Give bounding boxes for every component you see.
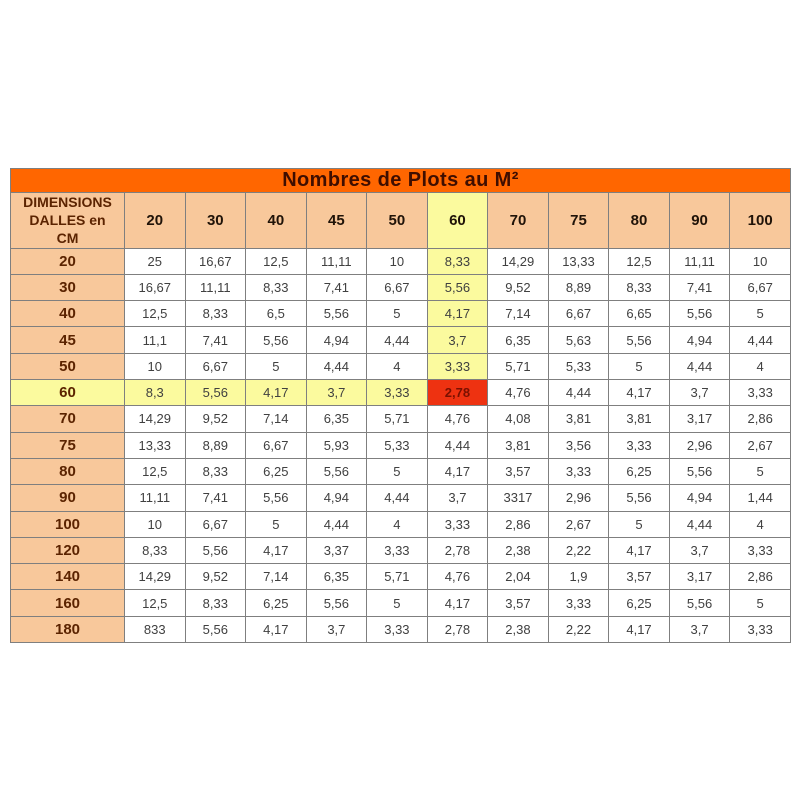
table-cell: 4,44	[548, 380, 609, 406]
table-cell: 4,08	[488, 406, 549, 432]
table-cell: 4,44	[669, 511, 730, 537]
row-label-100: 100	[11, 511, 125, 537]
table-cell: 4,44	[367, 485, 428, 511]
table-cell: 5,63	[548, 327, 609, 353]
table-cell: 3,33	[548, 590, 609, 616]
table-cell: 7,14	[488, 301, 549, 327]
table-cell: 4,44	[427, 432, 488, 458]
table-cell: 5	[246, 353, 307, 379]
table-cell: 4,44	[306, 353, 367, 379]
table-row-75	[11, 432, 791, 458]
table-cell: 3,33	[730, 616, 791, 642]
table-cell: 4	[367, 353, 428, 379]
table-row-160	[11, 590, 791, 616]
row-label-80: 80	[11, 458, 125, 484]
table-row-120	[11, 537, 791, 563]
table-cell: 6,67	[185, 511, 246, 537]
table-cell: 4,44	[306, 511, 367, 537]
table-cell: 5,56	[427, 274, 488, 300]
table-cell: 4,17	[609, 380, 670, 406]
table-cell: 8,3	[125, 380, 186, 406]
table-cell: 3,57	[609, 564, 670, 590]
table-row-90	[11, 485, 791, 511]
table-cell: 4,17	[427, 590, 488, 616]
table-cell: 6,67	[730, 274, 791, 300]
table-cell: 10	[730, 248, 791, 274]
table-cell: 4,76	[427, 564, 488, 590]
table-cell: 12,5	[246, 248, 307, 274]
table-cell: 6,35	[488, 327, 549, 353]
row-label-90: 90	[11, 485, 125, 511]
table-row-45	[11, 327, 791, 353]
table-row-30	[11, 274, 791, 300]
table-cell: 5	[730, 590, 791, 616]
table-cell: 5,56	[609, 485, 670, 511]
table-title: Nombres de Plots au M²	[11, 169, 791, 193]
column-header-75: 75	[548, 193, 609, 249]
table-cell: 14,29	[125, 406, 186, 432]
table-cell: 7,14	[246, 564, 307, 590]
table-cell: 14,29	[488, 248, 549, 274]
table-cell: 833	[125, 616, 186, 642]
table-cell: 6,25	[609, 458, 670, 484]
table-cell: 3317	[488, 485, 549, 511]
table-cell: 3,7	[306, 616, 367, 642]
table-cell: 8,33	[609, 274, 670, 300]
row-label-75: 75	[11, 432, 125, 458]
table-cell: 5	[609, 353, 670, 379]
table-cell: 3,57	[488, 590, 549, 616]
table-cell: 4	[730, 353, 791, 379]
table-cell: 4,76	[427, 406, 488, 432]
table-cell: 8,33	[125, 537, 186, 563]
table-cell: 1,9	[548, 564, 609, 590]
column-header-50: 50	[367, 193, 428, 249]
table-cell: 3,17	[669, 564, 730, 590]
table-cell: 2,86	[730, 406, 791, 432]
table-cell: 2,96	[669, 432, 730, 458]
table-cell: 2,96	[548, 485, 609, 511]
table-row-100	[11, 511, 791, 537]
table-cell: 3,33	[427, 353, 488, 379]
row-label-120: 120	[11, 537, 125, 563]
table-cell: 3,33	[609, 432, 670, 458]
table-row-40	[11, 301, 791, 327]
table-cell: 7,41	[306, 274, 367, 300]
table-cell: 5,56	[669, 301, 730, 327]
table-cell: 4	[730, 511, 791, 537]
table-cell: 2,22	[548, 616, 609, 642]
table-cell: 4,94	[669, 485, 730, 511]
corner-header: DIMENSIONS DALLES en CM	[11, 193, 125, 249]
table-cell: 8,89	[548, 274, 609, 300]
table-cell: 4,44	[669, 353, 730, 379]
table-cell: 7,41	[185, 485, 246, 511]
row-label-60: 60	[11, 380, 125, 406]
table-cell: 4,17	[246, 616, 307, 642]
table-cell: 3,17	[669, 406, 730, 432]
table-cell: 5	[730, 458, 791, 484]
table-cell: 14,29	[125, 564, 186, 590]
table-cell: 3,7	[427, 327, 488, 353]
table-cell: 12,5	[125, 458, 186, 484]
table-cell: 7,14	[246, 406, 307, 432]
table-cell: 6,35	[306, 564, 367, 590]
table-cell: 9,52	[185, 406, 246, 432]
table-cell: 6,65	[609, 301, 670, 327]
table-cell: 2,67	[548, 511, 609, 537]
row-label-30: 30	[11, 274, 125, 300]
row-label-160: 160	[11, 590, 125, 616]
table-cell: 4,17	[427, 458, 488, 484]
row-label-180: 180	[11, 616, 125, 642]
table-cell: 5,56	[306, 301, 367, 327]
table-cell: 6,25	[246, 590, 307, 616]
table-cell: 2,38	[488, 616, 549, 642]
table-cell: 6,67	[548, 301, 609, 327]
table-cell: 8,33	[185, 301, 246, 327]
table-cell: 7,41	[185, 327, 246, 353]
table-cell: 5,56	[246, 485, 307, 511]
table-cell: 3,33	[367, 616, 428, 642]
table-cell: 2,22	[548, 537, 609, 563]
table-cell: 5	[367, 458, 428, 484]
table-cell: 5	[609, 511, 670, 537]
table-cell: 6,5	[246, 301, 307, 327]
table-cell: 4,44	[367, 327, 428, 353]
table-cell: 3,33	[427, 511, 488, 537]
table-cell: 5,56	[185, 537, 246, 563]
table-cell: 5,56	[185, 380, 246, 406]
table-cell: 11,11	[125, 485, 186, 511]
table-cell: 3,33	[367, 537, 428, 563]
table-cell: 2,86	[730, 564, 791, 590]
table-cell: 10	[125, 353, 186, 379]
table-cell: 2,78	[427, 537, 488, 563]
table-cell: 16,67	[125, 274, 186, 300]
table-cell: 5,56	[306, 458, 367, 484]
table-row-70	[11, 406, 791, 432]
column-header-45: 45	[306, 193, 367, 249]
column-header-80: 80	[609, 193, 670, 249]
table-cell: 5,33	[367, 432, 428, 458]
table-cell: 3,56	[548, 432, 609, 458]
table-cell: 16,67	[185, 248, 246, 274]
table-cell: 5,71	[367, 564, 428, 590]
table-cell: 5,56	[185, 616, 246, 642]
table-row-60	[11, 380, 791, 406]
table-cell: 3,81	[488, 432, 549, 458]
table-row-140	[11, 564, 791, 590]
table-cell: 2,78	[427, 616, 488, 642]
row-label-140: 140	[11, 564, 125, 590]
table-cell: 2,67	[730, 432, 791, 458]
table-cell: 5,56	[669, 590, 730, 616]
table-cell: 3,81	[609, 406, 670, 432]
table-row-80	[11, 458, 791, 484]
column-header-100: 100	[730, 193, 791, 249]
row-label-20: 20	[11, 248, 125, 274]
table-cell: 3,7	[306, 380, 367, 406]
table-cell: 2,86	[488, 511, 549, 537]
table-cell: 5,93	[306, 432, 367, 458]
column-header-40: 40	[246, 193, 307, 249]
table-cell: 3,7	[669, 537, 730, 563]
table-cell: 5	[730, 301, 791, 327]
table-cell: 2,38	[488, 537, 549, 563]
table-cell: 11,11	[185, 274, 246, 300]
table-cell: 5,56	[609, 327, 670, 353]
plots-per-m2-table	[10, 168, 791, 643]
table-cell: 4,76	[488, 380, 549, 406]
table-cell: 5,56	[246, 327, 307, 353]
table-cell: 6,67	[246, 432, 307, 458]
table-cell: 4,17	[609, 537, 670, 563]
table-cell: 5,56	[306, 590, 367, 616]
column-header-30: 30	[185, 193, 246, 249]
table-cell: 8,33	[246, 274, 307, 300]
table-cell: 5,33	[548, 353, 609, 379]
table-cell: 4,17	[246, 380, 307, 406]
table-cell: 3,33	[730, 537, 791, 563]
row-label-50: 50	[11, 353, 125, 379]
table-cell: 3,81	[548, 406, 609, 432]
table-cell: 3,7	[669, 616, 730, 642]
table-row-180	[11, 616, 791, 642]
table-cell: 8,33	[185, 458, 246, 484]
table-cell: 4,94	[669, 327, 730, 353]
table-cell: 4,17	[427, 301, 488, 327]
table-cell: 25	[125, 248, 186, 274]
table-cell: 6,67	[367, 274, 428, 300]
table-cell: 9,52	[488, 274, 549, 300]
table-cell: 9,52	[185, 564, 246, 590]
table-body	[11, 248, 791, 642]
table-cell: 8,33	[427, 248, 488, 274]
table-cell: 3,7	[427, 485, 488, 511]
table-cell: 8,33	[185, 590, 246, 616]
header-row	[11, 193, 791, 249]
table-row-50	[11, 353, 791, 379]
table-cell: 3,37	[306, 537, 367, 563]
table-cell: 3,33	[548, 458, 609, 484]
table-cell: 4,94	[306, 327, 367, 353]
table-cell: 11,11	[669, 248, 730, 274]
table-cell: 5,71	[488, 353, 549, 379]
table-cell: 2,04	[488, 564, 549, 590]
table-cell: 10	[125, 511, 186, 537]
table-cell: 4,17	[609, 616, 670, 642]
table-cell: 3,33	[730, 380, 791, 406]
table-cell: 4,17	[246, 537, 307, 563]
table-cell: 6,25	[246, 458, 307, 484]
table-cell: 3,33	[367, 380, 428, 406]
table-cell: 6,25	[609, 590, 670, 616]
table-cell: 8,89	[185, 432, 246, 458]
row-label-40: 40	[11, 301, 125, 327]
table-cell: 1,44	[730, 485, 791, 511]
column-header-90: 90	[669, 193, 730, 249]
table-cell: 11,1	[125, 327, 186, 353]
column-header-70: 70	[488, 193, 549, 249]
table-cell: 3,7	[669, 380, 730, 406]
table-cell: 5,56	[669, 458, 730, 484]
row-label-70: 70	[11, 406, 125, 432]
table-cell: 13,33	[125, 432, 186, 458]
table-cell: 10	[367, 248, 428, 274]
table-cell: 5	[367, 301, 428, 327]
column-header-20: 20	[125, 193, 186, 249]
table-cell: 5	[246, 511, 307, 537]
table-cell: 3,57	[488, 458, 549, 484]
table-cell: 6,35	[306, 406, 367, 432]
table-cell: 11,11	[306, 248, 367, 274]
table-cell: 6,67	[185, 353, 246, 379]
table-cell: 2,78	[427, 380, 488, 406]
table-cell: 5,71	[367, 406, 428, 432]
table-cell: 13,33	[548, 248, 609, 274]
row-label-45: 45	[11, 327, 125, 353]
table-head	[11, 169, 791, 249]
table-cell: 7,41	[669, 274, 730, 300]
table-cell: 4,94	[306, 485, 367, 511]
table-row-20	[11, 248, 791, 274]
table-cell: 12,5	[125, 301, 186, 327]
column-header-60: 60	[427, 193, 488, 249]
title-row	[11, 169, 791, 193]
table-cell: 12,5	[609, 248, 670, 274]
table-cell: 4,44	[730, 327, 791, 353]
table-cell: 12,5	[125, 590, 186, 616]
table-cell: 4	[367, 511, 428, 537]
table-cell: 5	[367, 590, 428, 616]
